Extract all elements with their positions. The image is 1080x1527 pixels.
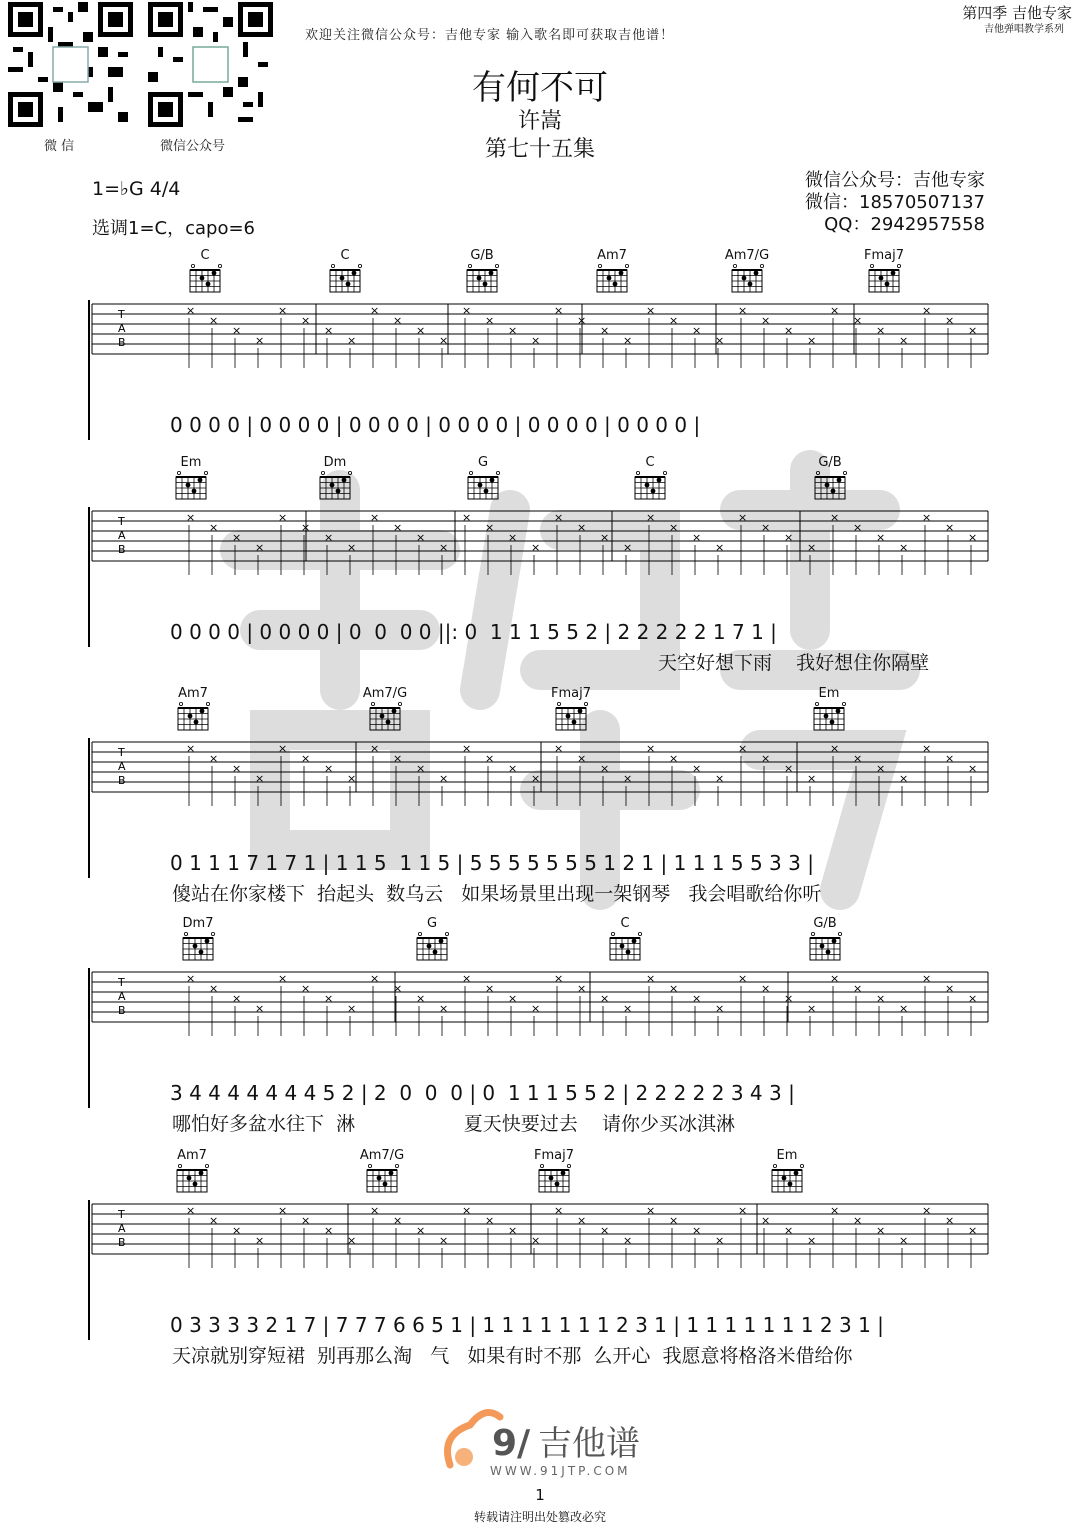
svg-text:×: × <box>738 511 748 524</box>
svg-text:×: × <box>370 1204 380 1217</box>
lyrics-line: 傻站在你家楼下 抬起头 数乌云 如果场景里出现一架钢琴 我会唱歌给你听 <box>172 883 822 905</box>
svg-text:×: × <box>807 334 817 347</box>
svg-text:×: × <box>784 992 794 1005</box>
chord-diagram <box>327 262 363 294</box>
svg-text:×: × <box>968 324 978 337</box>
svg-text:×: × <box>784 324 794 337</box>
chord-name: Dm <box>323 455 347 470</box>
svg-text:×: × <box>186 304 196 317</box>
svg-text:×: × <box>439 334 449 347</box>
svg-text:×: × <box>692 762 702 775</box>
lyrics-line: 哪怕好多盆水往下 淋 夏天快要过去 请你少买冰淇淋 <box>172 1113 735 1135</box>
song-artist: 许嵩 <box>517 109 562 134</box>
svg-text:×: × <box>899 1002 909 1015</box>
svg-text:×: × <box>715 1234 725 1247</box>
svg-text:×: × <box>761 521 771 534</box>
svg-text:×: × <box>439 772 449 785</box>
svg-text:×: × <box>255 772 265 785</box>
svg-text:T: T <box>118 1208 125 1221</box>
svg-text:×: × <box>485 314 495 327</box>
chord-name: C <box>645 455 655 470</box>
svg-text:×: × <box>577 1214 587 1227</box>
song-title: 有何不可 <box>472 68 608 108</box>
svg-text:×: × <box>232 992 242 1005</box>
svg-text:×: × <box>485 982 495 995</box>
svg-text:×: × <box>646 972 656 985</box>
wechat-qr-label: 微 信 <box>44 139 75 154</box>
svg-text:×: × <box>462 1204 472 1217</box>
svg-text:×: × <box>853 752 863 765</box>
svg-text:×: × <box>462 304 472 317</box>
chord-diagram <box>812 469 848 501</box>
chord-diagram <box>866 262 902 294</box>
svg-text:×: × <box>370 304 380 317</box>
svg-text:×: × <box>370 511 380 524</box>
tab-staff <box>86 1198 996 1278</box>
chord-diagram <box>729 262 765 294</box>
chord-diagram <box>173 469 209 501</box>
svg-text:×: × <box>416 324 426 337</box>
svg-text:×: × <box>945 314 955 327</box>
chord-name: Dm7 <box>182 916 214 931</box>
svg-text:A: A <box>118 760 126 773</box>
chord-name: Am7/G <box>362 686 408 701</box>
chord-diagram <box>769 1162 805 1194</box>
chord-name: G <box>477 455 489 470</box>
chord-diagram <box>807 930 843 962</box>
svg-text:A: A <box>118 990 126 1003</box>
svg-text:×: × <box>623 772 633 785</box>
svg-text:×: × <box>301 1214 311 1227</box>
site-url: WWW.91JTP.COM <box>490 1464 631 1478</box>
site-logo-text: 吉他谱 <box>538 1424 640 1464</box>
tab-staff <box>86 298 996 378</box>
svg-text:×: × <box>347 334 357 347</box>
svg-text:×: × <box>922 511 932 524</box>
svg-text:×: × <box>278 742 288 755</box>
svg-text:×: × <box>531 772 541 785</box>
system-brace <box>88 300 93 440</box>
svg-text:×: × <box>600 762 610 775</box>
svg-text:×: × <box>485 1214 495 1227</box>
svg-text:×: × <box>876 992 886 1005</box>
chord-diagram <box>414 930 450 962</box>
chord-name: G/B <box>813 916 837 931</box>
svg-text:×: × <box>347 772 357 785</box>
svg-text:×: × <box>899 772 909 785</box>
svg-text:×: × <box>462 972 472 985</box>
svg-text:×: × <box>439 541 449 554</box>
svg-text:×: × <box>209 1214 219 1227</box>
svg-text:×: × <box>554 972 564 985</box>
svg-text:×: × <box>577 752 587 765</box>
svg-text:×: × <box>462 742 472 755</box>
svg-text:×: × <box>945 982 955 995</box>
svg-text:×: × <box>393 982 403 995</box>
svg-text:×: × <box>209 521 219 534</box>
chord-diagram <box>175 700 211 732</box>
svg-text:×: × <box>531 334 541 347</box>
svg-text:×: × <box>669 752 679 765</box>
svg-text:×: × <box>669 314 679 327</box>
svg-text:×: × <box>623 334 633 347</box>
tab-staff <box>86 505 996 585</box>
header-notice: 欢迎关注微信公众号：吉他专家 输入歌名即可获取吉他谱！ <box>305 28 675 43</box>
svg-text:×: × <box>761 982 771 995</box>
chord-diagram <box>317 469 353 501</box>
svg-text:×: × <box>347 1002 357 1015</box>
svg-text:×: × <box>623 1234 633 1247</box>
svg-text:×: × <box>255 334 265 347</box>
svg-text:×: × <box>807 1234 817 1247</box>
svg-text:9/: 9/ <box>492 1423 531 1464</box>
chord-name: Fmaj7 <box>864 248 904 263</box>
svg-text:B: B <box>118 1236 126 1249</box>
svg-text:×: × <box>370 972 380 985</box>
contact-info <box>805 170 985 236</box>
chord-diagram <box>536 1162 572 1194</box>
tab-system <box>0 248 1080 448</box>
svg-text:T: T <box>118 976 125 989</box>
svg-text:×: × <box>692 531 702 544</box>
svg-text:×: × <box>715 334 725 347</box>
svg-text:×: × <box>968 531 978 544</box>
svg-text:×: × <box>623 541 633 554</box>
tab-staff <box>86 966 996 1046</box>
series-label: 吉他弹唱教学系列 <box>984 24 1064 35</box>
chord-diagram <box>553 700 589 732</box>
svg-text:×: × <box>554 742 564 755</box>
capo-info: 选调1=C，capo=6 <box>92 218 256 239</box>
svg-text:×: × <box>830 742 840 755</box>
svg-text:×: × <box>853 314 863 327</box>
svg-text:×: × <box>600 1224 610 1237</box>
svg-text:×: × <box>554 511 564 524</box>
svg-text:×: × <box>692 992 702 1005</box>
chord-name: G/B <box>818 455 842 470</box>
season-label: 第四季 吉他专家 <box>962 4 1072 22</box>
copyright-notice: 转载请注明出处篡改必究 <box>473 1510 606 1524</box>
svg-text:×: × <box>830 304 840 317</box>
svg-text:×: × <box>485 521 495 534</box>
svg-text:×: × <box>600 324 610 337</box>
chord-diagram <box>367 700 403 732</box>
svg-text:×: × <box>301 314 311 327</box>
svg-text:A: A <box>118 322 126 335</box>
svg-text:×: × <box>876 531 886 544</box>
svg-text:×: × <box>209 752 219 765</box>
chord-name: Em <box>776 1148 798 1163</box>
site-logo <box>430 1395 660 1485</box>
numbered-notation: 0 0 0 0 | 0 0 0 0 | 0 0 0 0 | 0 0 0 0 | 0 0 0 0 | 0 0 0 0 | <box>170 413 701 437</box>
svg-text:×: × <box>830 511 840 524</box>
svg-text:×: × <box>853 982 863 995</box>
chord-diagram <box>811 700 847 732</box>
chord-name: G <box>426 916 438 931</box>
svg-text:×: × <box>600 992 610 1005</box>
lyrics-line: 天空好想下雨 我好想住你隔壁 <box>658 652 930 674</box>
svg-text:×: × <box>784 762 794 775</box>
svg-text:×: × <box>416 762 426 775</box>
svg-text:×: × <box>945 1214 955 1227</box>
svg-text:×: × <box>232 762 242 775</box>
chord-diagram <box>607 930 643 962</box>
chord-diagram <box>187 262 223 294</box>
svg-text:A: A <box>118 1222 126 1235</box>
svg-text:×: × <box>784 531 794 544</box>
svg-text:×: × <box>876 762 886 775</box>
svg-text:×: × <box>278 511 288 524</box>
svg-text:×: × <box>301 752 311 765</box>
svg-text:×: × <box>876 324 886 337</box>
svg-text:×: × <box>738 742 748 755</box>
svg-text:×: × <box>922 742 932 755</box>
svg-text:×: × <box>761 752 771 765</box>
svg-text:×: × <box>807 772 817 785</box>
svg-text:×: × <box>876 1224 886 1237</box>
chord-diagram <box>632 469 668 501</box>
chord-name: Am7 <box>597 248 627 263</box>
svg-text:×: × <box>623 1002 633 1015</box>
svg-text:×: × <box>508 992 518 1005</box>
chord-name: Fmaj7 <box>534 1148 574 1163</box>
svg-text:×: × <box>922 972 932 985</box>
svg-text:×: × <box>324 1224 334 1237</box>
svg-text:T: T <box>118 515 125 528</box>
chord-diagram <box>364 1162 400 1194</box>
svg-text:×: × <box>807 541 817 554</box>
tab-system <box>0 916 1080 1135</box>
svg-text:×: × <box>968 762 978 775</box>
lyrics-line: 天凉就别穿短裙 别再那么淘 气 如果有时不那 么开心 我愿意将格洛米借给你 <box>172 1345 853 1367</box>
svg-text:×: × <box>899 541 909 554</box>
svg-text:×: × <box>393 1214 403 1227</box>
svg-text:×: × <box>531 541 541 554</box>
svg-text:×: × <box>439 1002 449 1015</box>
official-account-qr-label: 微信公众号 <box>160 139 226 154</box>
svg-text:×: × <box>347 1234 357 1247</box>
chord-diagram <box>465 469 501 501</box>
svg-text:×: × <box>715 541 725 554</box>
svg-text:×: × <box>853 1214 863 1227</box>
svg-text:×: × <box>301 521 311 534</box>
svg-text:×: × <box>830 1204 840 1217</box>
svg-text:×: × <box>278 1204 288 1217</box>
svg-text:×: × <box>278 304 288 317</box>
svg-text:×: × <box>554 304 564 317</box>
svg-text:×: × <box>669 1214 679 1227</box>
svg-text:×: × <box>186 1204 196 1217</box>
key-signature: 1=♭G 4/4 <box>92 178 181 200</box>
svg-text:×: × <box>646 304 656 317</box>
svg-text:×: × <box>853 521 863 534</box>
chord-diagram <box>594 262 630 294</box>
svg-text:×: × <box>324 762 334 775</box>
svg-text:×: × <box>209 982 219 995</box>
svg-text:×: × <box>416 992 426 1005</box>
numbered-notation: 0 3 3 3 3 2 1 7 | 7 7 7 6 6 5 1 | 1 1 1 1 1 1 1 2 3 1 | 1 1 1 1 1 1 1 2 3 1 | <box>170 1313 884 1337</box>
svg-text:×: × <box>577 982 587 995</box>
chord-name: Am7 <box>177 1148 207 1163</box>
svg-text:×: × <box>531 1234 541 1247</box>
system-brace <box>88 738 93 878</box>
svg-text:×: × <box>393 521 403 534</box>
svg-text:×: × <box>508 531 518 544</box>
svg-text:T: T <box>118 746 125 759</box>
svg-text:×: × <box>324 992 334 1005</box>
svg-text:×: × <box>393 314 403 327</box>
svg-text:×: × <box>462 511 472 524</box>
svg-text:×: × <box>669 521 679 534</box>
svg-text:×: × <box>347 541 357 554</box>
tab-system <box>0 455 1080 674</box>
svg-text:×: × <box>531 1002 541 1015</box>
svg-text:×: × <box>370 742 380 755</box>
svg-text:×: × <box>439 1234 449 1247</box>
svg-text:×: × <box>232 531 242 544</box>
svg-text:×: × <box>761 314 771 327</box>
svg-text:×: × <box>416 531 426 544</box>
svg-text:×: × <box>738 972 748 985</box>
page-number: 1 <box>535 1486 545 1504</box>
svg-text:×: × <box>646 1204 656 1217</box>
svg-text:×: × <box>278 972 288 985</box>
svg-text:×: × <box>393 752 403 765</box>
tab-staff <box>86 736 996 816</box>
svg-text:×: × <box>255 541 265 554</box>
svg-text:×: × <box>738 1204 748 1217</box>
svg-text:×: × <box>968 1224 978 1237</box>
svg-text:×: × <box>692 324 702 337</box>
svg-text:×: × <box>738 304 748 317</box>
chord-diagram <box>174 1162 210 1194</box>
svg-text:×: × <box>232 1224 242 1237</box>
chord-name: Em <box>818 686 840 701</box>
chord-name: Em <box>180 455 202 470</box>
svg-text:B: B <box>118 336 126 349</box>
svg-text:×: × <box>508 1224 518 1237</box>
svg-text:×: × <box>922 304 932 317</box>
svg-text:T: T <box>118 308 125 321</box>
numbered-notation: 0 0 0 0 | 0 0 0 0 | 0 0 0 0 ||: 0 1 1 1 5 5 2 | 2 2 2 2 2 1 7 1 | <box>170 620 777 644</box>
chord-diagram <box>180 930 216 962</box>
svg-text:×: × <box>255 1234 265 1247</box>
chord-name: Am7 <box>178 686 208 701</box>
svg-text:×: × <box>508 324 518 337</box>
svg-text:×: × <box>301 982 311 995</box>
svg-text:×: × <box>600 531 610 544</box>
svg-text:×: × <box>899 1234 909 1247</box>
chord-diagram <box>464 262 500 294</box>
svg-text:A: A <box>118 529 126 542</box>
svg-text:×: × <box>485 752 495 765</box>
system-brace <box>88 1200 93 1340</box>
svg-text:×: × <box>692 1224 702 1237</box>
chord-name: C <box>200 248 210 263</box>
svg-text:×: × <box>186 511 196 524</box>
svg-text:×: × <box>945 521 955 534</box>
svg-text:×: × <box>761 1214 771 1227</box>
svg-text:×: × <box>646 742 656 755</box>
chord-name: Am7/G <box>359 1148 405 1163</box>
svg-text:×: × <box>508 762 518 775</box>
svg-text:×: × <box>922 1204 932 1217</box>
chord-name: G/B <box>470 248 494 263</box>
numbered-notation: 0 1 1 1 7 1 7 1 | 1 1 5 1 1 5 | 5 5 5 5 5 5 5 1 2 1 | 1 1 1 5 5 3 3 | <box>170 851 814 875</box>
svg-text:×: × <box>209 314 219 327</box>
system-brace <box>88 507 93 647</box>
svg-text:×: × <box>807 1002 817 1015</box>
tab-system <box>0 686 1080 905</box>
svg-text:×: × <box>186 972 196 985</box>
contact-wechat: 微信：18570507137 <box>805 192 985 213</box>
contact-qq: QQ：2942957558 <box>824 214 985 235</box>
chord-name: C <box>340 248 350 263</box>
tab-system <box>0 1148 1080 1367</box>
chord-name: Fmaj7 <box>551 686 591 701</box>
svg-text:×: × <box>554 1204 564 1217</box>
svg-text:×: × <box>255 1002 265 1015</box>
svg-text:B: B <box>118 774 126 787</box>
svg-text:×: × <box>577 314 587 327</box>
svg-text:×: × <box>324 324 334 337</box>
svg-text:×: × <box>669 982 679 995</box>
chord-name: C <box>620 916 630 931</box>
svg-text:B: B <box>118 543 126 556</box>
svg-text:B: B <box>118 1004 126 1017</box>
svg-text:×: × <box>416 1224 426 1237</box>
svg-text:×: × <box>899 334 909 347</box>
system-brace <box>88 968 93 1108</box>
svg-text:×: × <box>715 1002 725 1015</box>
svg-text:×: × <box>577 521 587 534</box>
svg-text:×: × <box>646 511 656 524</box>
svg-text:×: × <box>715 772 725 785</box>
svg-text:×: × <box>784 1224 794 1237</box>
svg-text:×: × <box>324 531 334 544</box>
episode-label: 第七十五集 <box>484 137 595 162</box>
svg-text:×: × <box>968 992 978 1005</box>
contact-wechat-account: 微信公众号：吉他专家 <box>805 170 985 191</box>
svg-text:×: × <box>232 324 242 337</box>
chord-name: Am7/G <box>724 248 770 263</box>
svg-text:×: × <box>945 752 955 765</box>
svg-text:×: × <box>186 742 196 755</box>
numbered-notation: 3 4 4 4 4 4 4 4 5 2 | 2 0 0 0 | 0 1 1 1 5 5 2 | 2 2 2 2 2 3 4 3 | <box>170 1081 795 1105</box>
svg-text:×: × <box>830 972 840 985</box>
